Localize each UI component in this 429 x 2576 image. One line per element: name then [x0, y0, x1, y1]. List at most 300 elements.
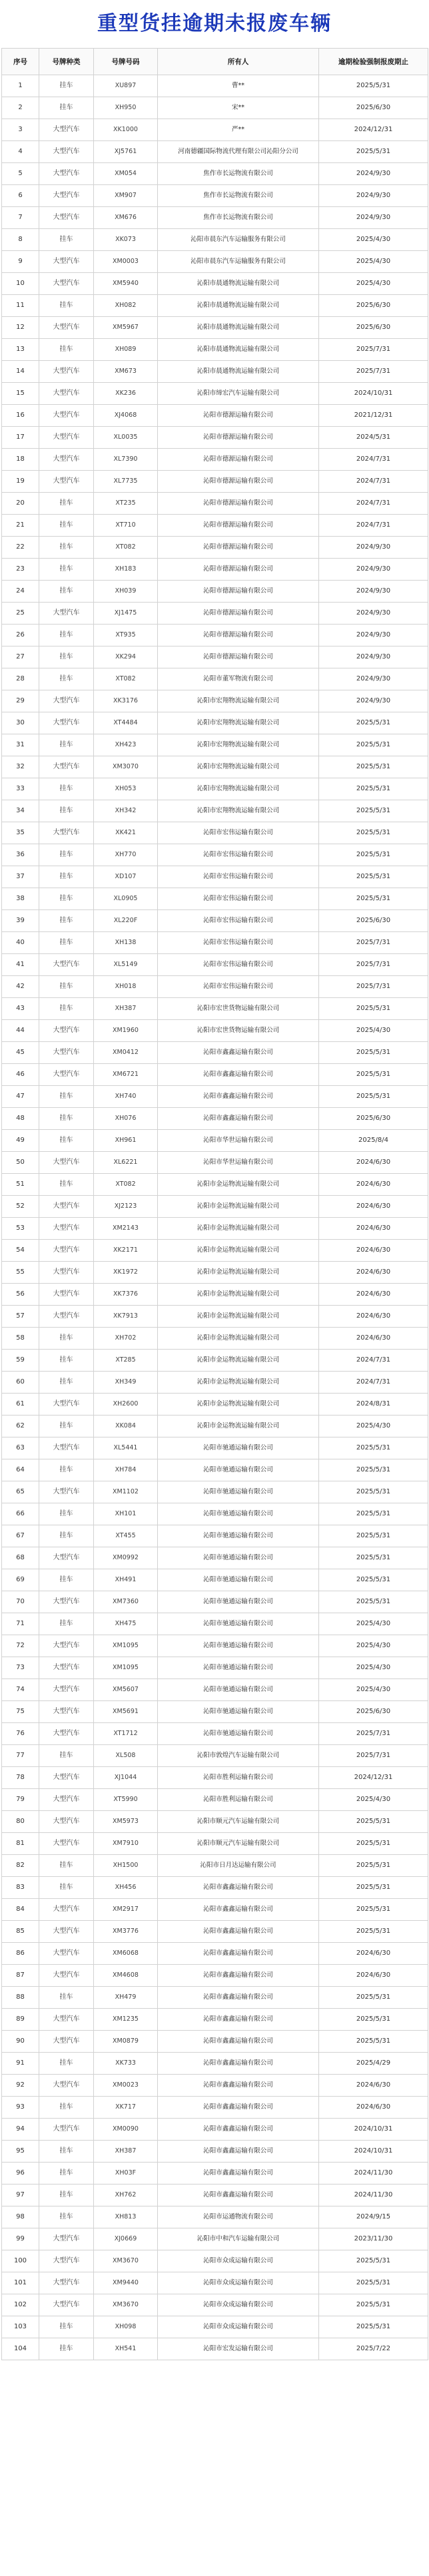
row-plate-type: 挂车 [39, 1877, 94, 1899]
row-plate-type: 大型汽车 [39, 822, 94, 844]
row-plate-number: XU897 [94, 75, 158, 97]
table-row [2, 2206, 428, 2228]
table-row [2, 690, 428, 712]
row-deadline: 2024/12/31 [319, 119, 428, 141]
row-owner: 沁阳市驰通运输有限公司 [158, 1569, 319, 1591]
table-row [2, 1987, 428, 2009]
row-plate-number: XD107 [94, 866, 158, 888]
row-plate-number: XL220F [94, 910, 158, 932]
row-index: 1 [2, 75, 39, 97]
row-index: 73 [2, 1657, 39, 1679]
row-plate-type: 大型汽车 [39, 1789, 94, 1811]
table-row [2, 668, 428, 690]
row-plate-type: 挂车 [39, 800, 94, 822]
table-row [2, 932, 428, 954]
row-plate-type: 大型汽车 [39, 427, 94, 449]
row-index: 96 [2, 2163, 39, 2185]
row-plate-number: XM0992 [94, 1547, 158, 1569]
row-index: 48 [2, 1108, 39, 1130]
row-plate-type: 大型汽车 [39, 756, 94, 778]
row-owner: 沁阳市众成运输有限公司 [158, 2316, 319, 2338]
row-deadline: 2025/4/30 [319, 1613, 428, 1635]
row-index: 15 [2, 383, 39, 405]
table-row [2, 1240, 428, 1262]
row-deadline: 2025/6/30 [319, 295, 428, 317]
row-plate-type: 大型汽车 [39, 1196, 94, 1218]
row-plate-number: XJ1475 [94, 603, 158, 625]
table-row [2, 559, 428, 581]
table-row [2, 1855, 428, 1877]
row-deadline: 2024/9/30 [319, 603, 428, 625]
row-index: 43 [2, 998, 39, 1020]
table-row [2, 273, 428, 295]
row-plate-type: 大型汽车 [39, 1811, 94, 1833]
row-plate-number: XT935 [94, 625, 158, 646]
row-owner: 沁阳市德源运输有限公司 [158, 581, 319, 603]
row-plate-number: XL508 [94, 1745, 158, 1767]
row-owner: 沁阳市宏翔物流运输有限公司 [158, 690, 319, 712]
row-index: 34 [2, 800, 39, 822]
row-plate-type: 大型汽车 [39, 954, 94, 976]
row-deadline: 2025/4/30 [319, 1635, 428, 1657]
row-plate-number: XH03F [94, 2163, 158, 2185]
table-row [2, 185, 428, 207]
row-plate-number: XL0035 [94, 427, 158, 449]
row-plate-number: XM2143 [94, 1218, 158, 1240]
row-deadline: 2024/7/31 [319, 1372, 428, 1394]
row-index: 57 [2, 1306, 39, 1328]
row-plate-number: XK7376 [94, 1284, 158, 1306]
row-deadline: 2025/5/31 [319, 888, 428, 910]
row-plate-number: XH387 [94, 2141, 158, 2163]
row-owner: 沁阳市晨东汽车运输服务有限公司 [158, 251, 319, 273]
row-plate-type: 大型汽车 [39, 251, 94, 273]
row-index: 92 [2, 2075, 39, 2097]
row-index: 46 [2, 1064, 39, 1086]
row-plate-type: 大型汽车 [39, 1218, 94, 1240]
row-plate-type: 挂车 [39, 493, 94, 515]
row-plate-number: XM3670 [94, 2250, 158, 2272]
row-owner: 焦作市长运物流有限公司 [158, 207, 319, 229]
row-owner: 沁阳市鑫鑫运输有限公司 [158, 2185, 319, 2206]
row-owner: 沁阳市鑫鑫运输有限公司 [158, 1086, 319, 1108]
table-row [2, 2294, 428, 2316]
row-deadline: 2024/5/31 [319, 427, 428, 449]
row-index: 69 [2, 1569, 39, 1591]
row-deadline: 2025/5/31 [319, 1987, 428, 2009]
table-row [2, 229, 428, 251]
row-owner: 沁阳市金运物流运输有限公司 [158, 1284, 319, 1306]
table-row [2, 2097, 428, 2119]
row-deadline: 2024/10/31 [319, 2141, 428, 2163]
row-plate-type: 大型汽车 [39, 1481, 94, 1503]
row-index: 94 [2, 2119, 39, 2141]
row-deadline: 2025/5/31 [319, 2031, 428, 2053]
row-index: 42 [2, 976, 39, 998]
table-row [2, 1328, 428, 1350]
row-plate-type: 挂车 [39, 1613, 94, 1635]
row-deadline: 2025/4/30 [319, 273, 428, 295]
row-owner: 沁阳市鑫鑫运输有限公司 [158, 2097, 319, 2119]
row-plate-type: 挂车 [39, 2185, 94, 2206]
row-plate-number: XH039 [94, 581, 158, 603]
table-row [2, 2272, 428, 2294]
row-owner: 河南德疆国际物流代理有限公司沁阳分公司 [158, 141, 319, 163]
row-plate-type: 大型汽车 [39, 273, 94, 295]
row-index: 11 [2, 295, 39, 317]
table-row [2, 2163, 428, 2185]
row-deadline: 2025/5/31 [319, 2250, 428, 2272]
row-deadline: 2024/10/31 [319, 383, 428, 405]
table-row [2, 1503, 428, 1525]
row-plate-number: XH950 [94, 97, 158, 119]
row-deadline: 2025/5/31 [319, 2009, 428, 2031]
row-plate-number: XJ5761 [94, 141, 158, 163]
row-index: 102 [2, 2294, 39, 2316]
row-plate-number: XT285 [94, 1350, 158, 1372]
table-row [2, 2250, 428, 2272]
table-row [2, 383, 428, 405]
row-plate-type: 大型汽车 [39, 2075, 94, 2097]
row-owner: 沁阳市宏伟运输有限公司 [158, 954, 319, 976]
row-index: 47 [2, 1086, 39, 1108]
table-row [2, 2185, 428, 2206]
row-owner: 沁阳市金运物流运输有限公司 [158, 1416, 319, 1437]
row-deadline: 2025/7/31 [319, 954, 428, 976]
row-plate-type: 挂车 [39, 2338, 94, 2360]
row-deadline: 2024/6/30 [319, 1240, 428, 1262]
row-index: 64 [2, 1459, 39, 1481]
row-deadline: 2024/7/31 [319, 493, 428, 515]
row-plate-type: 大型汽车 [39, 1306, 94, 1328]
row-index: 22 [2, 537, 39, 559]
row-owner: 沁阳市运通物流有限公司 [158, 2206, 319, 2228]
row-index: 4 [2, 141, 39, 163]
row-plate-type: 大型汽车 [39, 1635, 94, 1657]
row-owner: 沁阳市鑫鑫运输有限公司 [158, 2053, 319, 2075]
row-plate-type: 挂车 [39, 559, 94, 581]
row-index: 70 [2, 1591, 39, 1613]
table-row [2, 1152, 428, 1174]
table-row [2, 910, 428, 932]
row-plate-number: XM5973 [94, 1811, 158, 1833]
row-owner: 沁阳市鑫鑫运输有限公司 [158, 1987, 319, 2009]
row-index: 41 [2, 954, 39, 976]
table-row [2, 1481, 428, 1503]
row-deadline: 2025/7/31 [319, 339, 428, 361]
table-row [2, 427, 428, 449]
row-owner: 宋** [158, 97, 319, 119]
table-row [2, 1459, 428, 1481]
row-index: 88 [2, 1987, 39, 2009]
row-deadline: 2025/5/31 [319, 1481, 428, 1503]
row-deadline: 2024/9/30 [319, 668, 428, 690]
row-plate-number: XT5990 [94, 1789, 158, 1811]
table-row [2, 2119, 428, 2141]
row-plate-number: XH1500 [94, 1855, 158, 1877]
row-plate-type: 挂车 [39, 2053, 94, 2075]
table-row [2, 954, 428, 976]
row-owner: 沁阳市华世运输有限公司 [158, 1152, 319, 1174]
table-row [2, 603, 428, 625]
row-plate-number: XM1235 [94, 2009, 158, 2031]
table-row [2, 295, 428, 317]
row-plate-type: 大型汽车 [39, 1943, 94, 1965]
row-plate-type: 挂车 [39, 581, 94, 603]
row-deadline: 2021/12/31 [319, 405, 428, 427]
row-owner: 沁阳市驰通运输有限公司 [158, 1547, 319, 1569]
row-plate-number: XH089 [94, 339, 158, 361]
table-row [2, 1020, 428, 1042]
row-plate-type: 挂车 [39, 537, 94, 559]
row-deadline: 2025/5/31 [319, 2272, 428, 2294]
row-plate-number: XH349 [94, 1372, 158, 1394]
row-index: 58 [2, 1328, 39, 1350]
row-deadline: 2024/6/30 [319, 1218, 428, 1240]
row-plate-number: XT455 [94, 1525, 158, 1547]
row-index: 67 [2, 1525, 39, 1547]
table-row [2, 581, 428, 603]
row-plate-number: XM7360 [94, 1591, 158, 1613]
table-row [2, 800, 428, 822]
row-plate-type: 大型汽车 [39, 1679, 94, 1701]
row-plate-type: 大型汽车 [39, 712, 94, 734]
row-owner: 沁阳市金运物流运输有限公司 [158, 1174, 319, 1196]
row-owner: 沁阳市华世运输有限公司 [158, 1130, 319, 1152]
row-owner: 沁阳市金运物流运输有限公司 [158, 1196, 319, 1218]
row-index: 52 [2, 1196, 39, 1218]
row-plate-type: 大型汽车 [39, 1064, 94, 1086]
row-plate-number: XM5940 [94, 273, 158, 295]
row-deadline: 2025/4/30 [319, 1416, 428, 1437]
row-index: 25 [2, 603, 39, 625]
row-owner: 沁阳市晨通物流运输有限公司 [158, 339, 319, 361]
table-row [2, 646, 428, 668]
table-body [2, 75, 428, 2360]
row-plate-type: 大型汽车 [39, 1921, 94, 1943]
table-row [2, 1635, 428, 1657]
row-plate-type: 挂车 [39, 2206, 94, 2228]
row-deadline: 2024/9/30 [319, 185, 428, 207]
row-plate-type: 大型汽车 [39, 2250, 94, 2272]
row-deadline: 2024/6/30 [319, 1943, 428, 1965]
row-plate-number: XK1972 [94, 1262, 158, 1284]
row-plate-type: 大型汽车 [39, 1240, 94, 1262]
row-deadline: 2025/5/31 [319, 844, 428, 866]
row-plate-type: 挂车 [39, 1086, 94, 1108]
table-row [2, 1174, 428, 1196]
row-deadline: 2025/4/30 [319, 251, 428, 273]
row-plate-type: 挂车 [39, 1987, 94, 2009]
row-owner: 沁阳市晨通物流运输有限公司 [158, 273, 319, 295]
row-deadline: 2024/8/31 [319, 1394, 428, 1416]
row-plate-number: XM0090 [94, 2119, 158, 2141]
table-row [2, 493, 428, 515]
header-plate-type: 号牌种类 [39, 49, 94, 75]
row-plate-type: 挂车 [39, 2163, 94, 2185]
row-deadline: 2025/6/30 [319, 1108, 428, 1130]
row-deadline: 2025/5/31 [319, 1877, 428, 1899]
row-plate-type: 挂车 [39, 976, 94, 998]
row-index: 91 [2, 2053, 39, 2075]
vehicle-table [1, 48, 428, 2360]
row-owner: 沁阳市缔宏汽车运输有限公司 [158, 383, 319, 405]
row-index: 13 [2, 339, 39, 361]
row-plate-type: 大型汽车 [39, 1899, 94, 1921]
row-owner: 沁阳市晨通物流运输有限公司 [158, 295, 319, 317]
row-deadline: 2025/7/31 [319, 361, 428, 383]
table-row [2, 1877, 428, 1899]
table-row [2, 756, 428, 778]
row-deadline: 2024/9/30 [319, 625, 428, 646]
row-plate-type: 大型汽车 [39, 1394, 94, 1416]
row-deadline: 2025/5/31 [319, 141, 428, 163]
table-row [2, 97, 428, 119]
row-index: 85 [2, 1921, 39, 1943]
row-plate-number: XM0412 [94, 1042, 158, 1064]
row-plate-type: 挂车 [39, 625, 94, 646]
row-index: 31 [2, 734, 39, 756]
row-deadline: 2024/6/30 [319, 1196, 428, 1218]
row-owner: 焦作市长运物流有限公司 [158, 163, 319, 185]
row-owner: 沁阳市金运物流运输有限公司 [158, 1394, 319, 1416]
table-row [2, 1064, 428, 1086]
row-index: 50 [2, 1152, 39, 1174]
table-row [2, 119, 428, 141]
table-row [2, 1086, 428, 1108]
table-row [2, 866, 428, 888]
row-index: 71 [2, 1613, 39, 1635]
row-owner: 沁阳市驰通运输有限公司 [158, 1591, 319, 1613]
row-owner: 沁阳市晨通物流运输有限公司 [158, 317, 319, 339]
row-plate-number: XK733 [94, 2053, 158, 2075]
row-owner: 沁阳市胜利运输有限公司 [158, 1767, 319, 1789]
row-owner: 沁阳市宏翔物流运输有限公司 [158, 734, 319, 756]
row-deadline: 2024/9/30 [319, 163, 428, 185]
row-index: 55 [2, 1262, 39, 1284]
row-owner: 沁阳市宏世货物运输有限公司 [158, 1020, 319, 1042]
row-plate-number: XJ0669 [94, 2228, 158, 2250]
row-index: 66 [2, 1503, 39, 1525]
row-plate-type: 挂车 [39, 1459, 94, 1481]
row-owner: 沁阳市鑫鑫运输有限公司 [158, 1965, 319, 1987]
row-plate-type: 挂车 [39, 1855, 94, 1877]
table-row [2, 251, 428, 273]
row-deadline: 2024/9/30 [319, 559, 428, 581]
table-row [2, 317, 428, 339]
header-plate-number: 号牌号码 [94, 49, 158, 75]
row-deadline: 2025/5/31 [319, 1855, 428, 1877]
row-plate-type: 挂车 [39, 1130, 94, 1152]
row-deadline: 2025/4/30 [319, 229, 428, 251]
row-plate-type: 挂车 [39, 734, 94, 756]
row-plate-number: XH961 [94, 1130, 158, 1152]
row-plate-type: 挂车 [39, 339, 94, 361]
row-plate-number: XM1095 [94, 1635, 158, 1657]
row-plate-type: 大型汽车 [39, 1965, 94, 1987]
row-plate-type: 挂车 [39, 1350, 94, 1372]
row-index: 12 [2, 317, 39, 339]
row-index: 10 [2, 273, 39, 295]
row-plate-type: 大型汽车 [39, 405, 94, 427]
row-index: 21 [2, 515, 39, 537]
table-row [2, 1416, 428, 1437]
row-index: 78 [2, 1767, 39, 1789]
row-index: 7 [2, 207, 39, 229]
row-plate-number: XT082 [94, 537, 158, 559]
row-plate-number: XH387 [94, 998, 158, 1020]
row-plate-number: XJ2123 [94, 1196, 158, 1218]
row-index: 16 [2, 405, 39, 427]
row-owner: 沁阳市驰通运输有限公司 [158, 1481, 319, 1503]
table-row [2, 1547, 428, 1569]
row-owner: 沁阳市鑫鑫运输有限公司 [158, 2031, 319, 2053]
row-plate-number: XH183 [94, 559, 158, 581]
row-deadline: 2025/6/30 [319, 1701, 428, 1723]
table-row [2, 998, 428, 1020]
row-deadline: 2025/5/31 [319, 1525, 428, 1547]
table-row [2, 2053, 428, 2075]
row-owner: 沁阳市德源运输有限公司 [158, 559, 319, 581]
row-deadline: 2025/6/30 [319, 97, 428, 119]
table-row [2, 361, 428, 383]
row-index: 61 [2, 1394, 39, 1416]
row-plate-number: XH770 [94, 844, 158, 866]
row-owner: 沁阳市宏伟运输有限公司 [158, 888, 319, 910]
row-index: 2 [2, 97, 39, 119]
table-row [2, 1965, 428, 1987]
row-plate-number: XH702 [94, 1328, 158, 1350]
row-plate-type: 挂车 [39, 844, 94, 866]
row-owner: 沁阳市众成运输有限公司 [158, 2294, 319, 2316]
row-index: 56 [2, 1284, 39, 1306]
row-plate-number: XL0905 [94, 888, 158, 910]
row-plate-type: 大型汽车 [39, 207, 94, 229]
row-plate-number: XH475 [94, 1613, 158, 1635]
table-row [2, 1657, 428, 1679]
row-index: 44 [2, 1020, 39, 1042]
row-owner: 沁阳市日月达运输有限公司 [158, 1855, 319, 1877]
row-plate-type: 大型汽车 [39, 2294, 94, 2316]
row-index: 79 [2, 1789, 39, 1811]
row-plate-type: 大型汽车 [39, 471, 94, 493]
row-deadline: 2025/5/31 [319, 800, 428, 822]
row-deadline: 2025/7/22 [319, 2338, 428, 2360]
row-plate-type: 大型汽车 [39, 2031, 94, 2053]
row-plate-type: 挂车 [39, 998, 94, 1020]
row-plate-number: XL5149 [94, 954, 158, 976]
row-deadline: 2025/5/31 [319, 822, 428, 844]
row-owner: 沁阳市宏世货物运输有限公司 [158, 998, 319, 1020]
table-row [2, 1679, 428, 1701]
row-deadline: 2025/5/31 [319, 1547, 428, 1569]
row-owner: 沁阳市金运物流运输有限公司 [158, 1240, 319, 1262]
row-deadline: 2025/7/31 [319, 1723, 428, 1745]
row-index: 82 [2, 1855, 39, 1877]
row-plate-type: 挂车 [39, 888, 94, 910]
row-index: 60 [2, 1372, 39, 1394]
row-plate-type: 挂车 [39, 1525, 94, 1547]
row-owner: 沁阳市鑫鑫运输有限公司 [158, 1108, 319, 1130]
row-plate-number: XM1095 [94, 1657, 158, 1679]
row-plate-number: XT4484 [94, 712, 158, 734]
row-plate-type: 挂车 [39, 1328, 94, 1350]
row-deadline: 2024/6/30 [319, 1262, 428, 1284]
row-deadline: 2024/12/31 [319, 1767, 428, 1789]
row-owner: 沁阳市宏发运输有限公司 [158, 2338, 319, 2360]
row-owner: 沁阳市德源运输有限公司 [158, 471, 319, 493]
row-plate-number: XH2600 [94, 1394, 158, 1416]
